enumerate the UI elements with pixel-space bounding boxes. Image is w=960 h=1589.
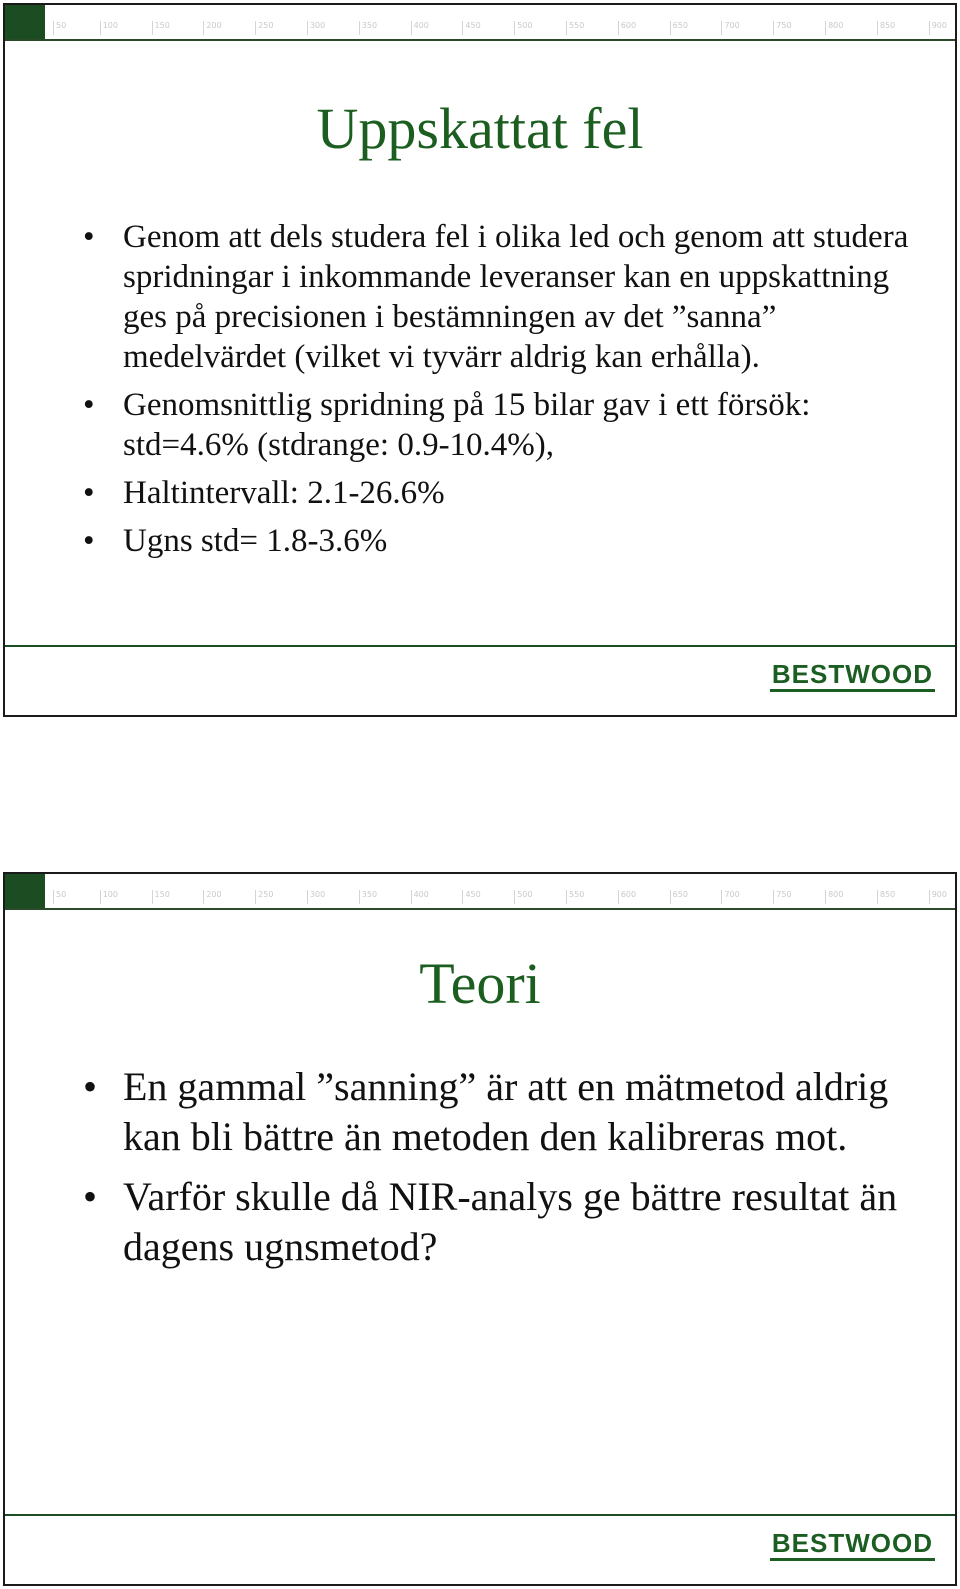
ruler-tick: 600 xyxy=(618,890,636,904)
ruler-tick: 600 xyxy=(618,21,636,35)
bullet-list xyxy=(83,217,925,569)
ruler-tick: 350 xyxy=(359,890,377,904)
bestwood-logo: BESTWOOD xyxy=(770,659,935,692)
ruler-tick: 350 xyxy=(359,21,377,35)
ruler-tick: 800 xyxy=(825,21,843,35)
ruler-tick: 700 xyxy=(721,890,739,904)
bestwood-logo: BESTWOOD xyxy=(770,1528,935,1561)
slide-1 xyxy=(3,3,957,717)
ruler-tick: 550 xyxy=(566,21,584,35)
ruler-tick: 800 xyxy=(825,890,843,904)
ruler-tick: 400 xyxy=(411,21,429,35)
ruler-tick: 500 xyxy=(514,890,532,904)
ruler-tick: 650 xyxy=(670,21,688,35)
slide-title: Uppskattat fel xyxy=(316,96,644,161)
slide-title: Teori xyxy=(419,951,541,1016)
bullet-item: • Genom att dels studera fel i olika led och genom att studera spridningar i inkommande leveranser kan en uppskattning ges på precisionen i bestämningen av det ”sanna” medelvärdet (vilket vi tyvärr aldrig kan erhålla). xyxy=(83,217,925,377)
slide-header-bar xyxy=(5,874,955,910)
ruler-tick: 300 xyxy=(307,890,325,904)
ruler-tick: 650 xyxy=(670,890,688,904)
bullet-item: • En gammal ”sanning” är att en mätmetod aldrig kan bli bättre än metoden den kalibreras mot. xyxy=(83,1062,925,1162)
bullet-item: • Genomsnittlig spridning på 15 bilar gav i ett försök: std=4.6% (stdrange: 0.9-10.4%), xyxy=(83,385,925,465)
bullet-list xyxy=(83,1062,925,1282)
ruler-tick: 150 xyxy=(152,21,170,35)
header-square-icon xyxy=(5,5,45,39)
ruler-tick: 300 xyxy=(307,21,325,35)
ruler-tick: 200 xyxy=(203,21,221,35)
ruler-tick: 450 xyxy=(462,890,480,904)
ruler-tick: 900 xyxy=(929,21,947,35)
ruler xyxy=(53,21,947,35)
ruler-tick: 100 xyxy=(100,21,118,35)
bullet-item: • Haltintervall: 2.1-26.6% xyxy=(83,473,925,513)
ruler-tick: 550 xyxy=(566,890,584,904)
slide-footer xyxy=(5,1514,955,1584)
ruler-tick: 900 xyxy=(929,890,947,904)
ruler-tick: 400 xyxy=(411,890,429,904)
ruler-tick: 850 xyxy=(877,21,895,35)
slide-header-bar xyxy=(5,5,955,41)
ruler-tick: 750 xyxy=(773,890,791,904)
ruler-tick: 50 xyxy=(53,21,66,35)
ruler-tick: 450 xyxy=(462,21,480,35)
ruler-tick: 150 xyxy=(152,890,170,904)
ruler-tick: 750 xyxy=(773,21,791,35)
ruler-tick: 50 xyxy=(53,890,66,904)
ruler-tick: 700 xyxy=(721,21,739,35)
ruler-tick: 250 xyxy=(255,890,273,904)
ruler-tick: 250 xyxy=(255,21,273,35)
ruler-tick: 100 xyxy=(100,890,118,904)
slide-footer xyxy=(5,645,955,715)
header-square-icon xyxy=(5,874,45,908)
bullet-item: • Ugns std= 1.8-3.6% xyxy=(83,521,925,561)
bullet-item: • Varför skulle då NIR-analys ge bättre resultat än dagens ugnsmetod? xyxy=(83,1172,925,1272)
ruler xyxy=(53,890,947,904)
ruler-tick: 850 xyxy=(877,890,895,904)
ruler-tick: 200 xyxy=(203,890,221,904)
ruler-tick: 500 xyxy=(514,21,532,35)
slide-2 xyxy=(3,872,957,1586)
